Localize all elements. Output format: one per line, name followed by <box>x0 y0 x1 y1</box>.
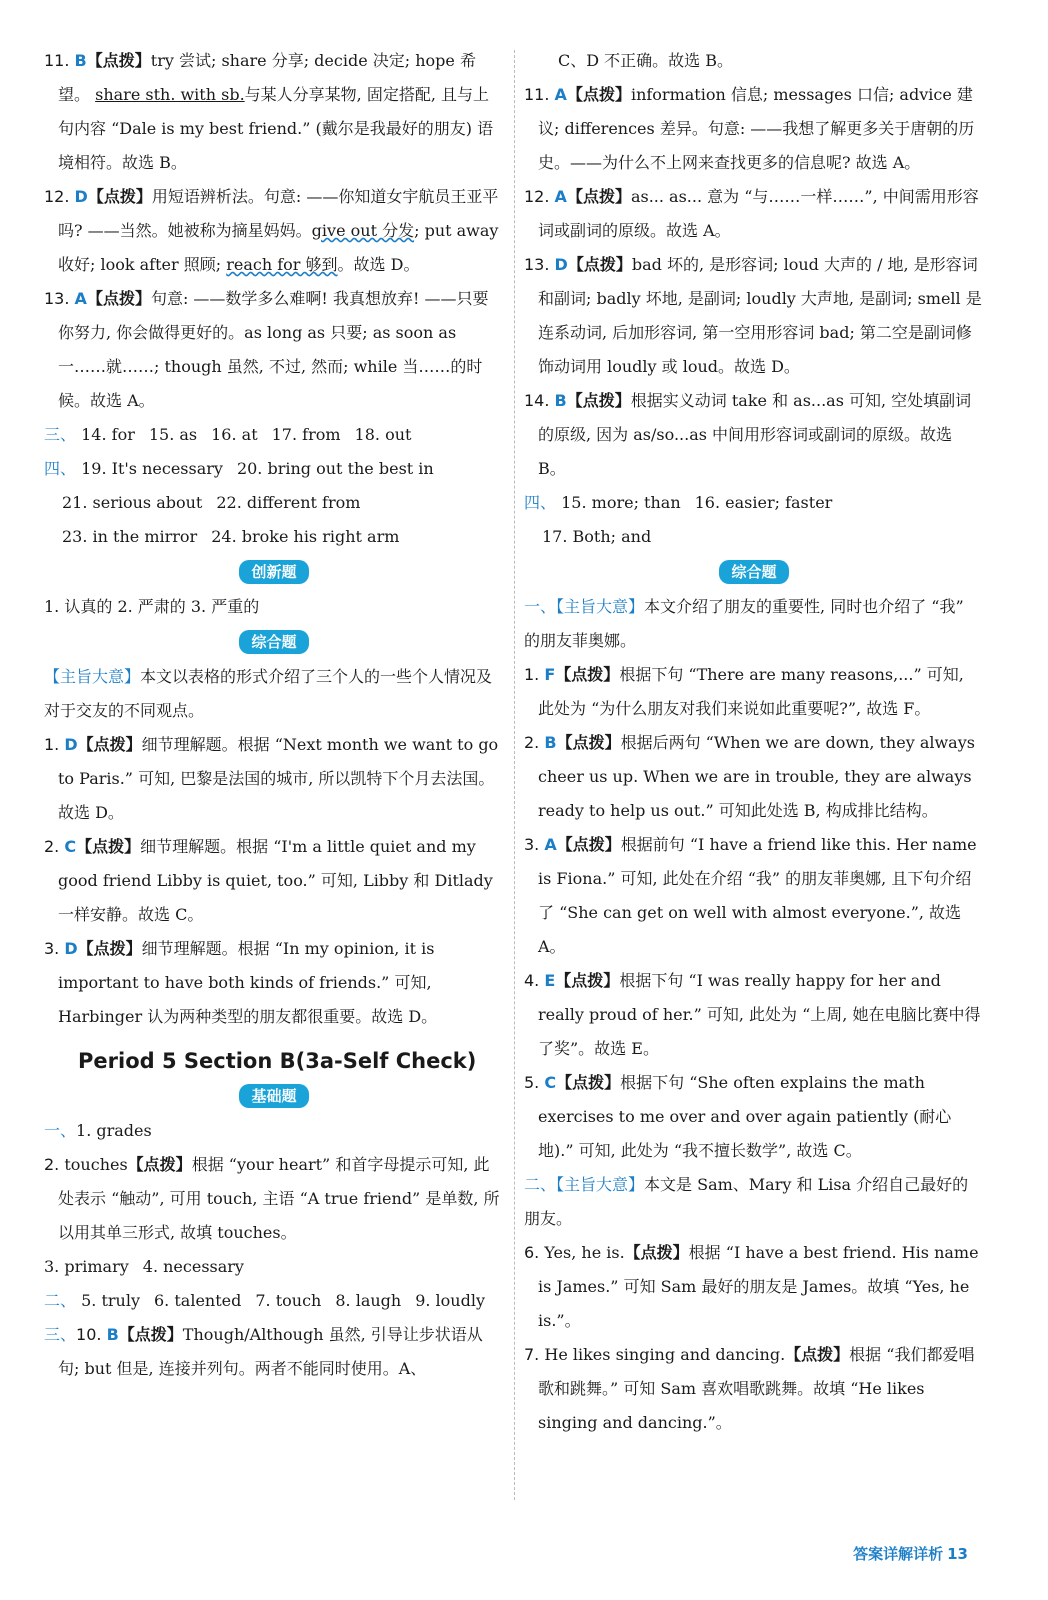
answer-item <box>44 180 504 282</box>
hint-tag: 【点拨】 <box>556 1073 621 1092</box>
answer-letter: B <box>554 391 567 410</box>
item-text: 根据实义动词 take 和 as...as 可知, 空处填副词的原级, 因为 as/so...as 中间用形容词或副词的原级。故选 B。 <box>538 391 972 478</box>
item-text: as... as... 意为 “与……一样……”, 中间需用形容词或副词的原级。故选 A。 <box>538 187 979 240</box>
fill-answer: 6. talented <box>154 1291 242 1310</box>
section-marker: 四、 <box>44 459 77 478</box>
item-text: ; put away 收好; look after 照顾; <box>58 221 499 274</box>
answer-word: touches <box>64 1155 128 1174</box>
fill-answer: 14. for <box>81 425 135 444</box>
answer-letter: D <box>74 187 88 206</box>
fill-answer: 9. loudly <box>415 1291 486 1310</box>
answer-letter: A <box>554 85 567 104</box>
fill-answer: 16. easier; faster <box>694 493 833 512</box>
main-idea <box>44 660 504 728</box>
item-text: 根据下句 “She often explains the math exercises to me over and over again patiently (耐心地).” 可知, 此处为 “我不擅长数学”, 故选 C。 <box>538 1073 952 1160</box>
answer-item <box>44 1148 504 1250</box>
item-number: 13. <box>524 255 550 274</box>
hint-tag: 【点拨】 <box>86 51 151 70</box>
answer-item <box>524 964 984 1066</box>
fill-answer: 19. It's necessary <box>81 459 223 478</box>
answer-item <box>524 180 984 248</box>
hint-tag: 【点拨】 <box>556 733 621 752</box>
fill-answer: 15. more; than <box>561 493 681 512</box>
item-number: 11. <box>524 85 550 104</box>
column-divider <box>514 50 515 1500</box>
item-number: 14. <box>524 391 550 410</box>
section-badge: 创新题 <box>239 560 308 584</box>
underlined-phrase: share sth. with sb. <box>95 85 245 104</box>
item-number: 2. <box>44 837 60 856</box>
fill-answer: 7. touch <box>255 1291 322 1310</box>
main-idea-tag: 【主旨大意】 <box>556 597 645 616</box>
answer-item <box>44 932 504 1034</box>
item-number: 2. <box>524 733 540 752</box>
item-text: try 尝试; share 分享; decide 决定; hope 希望。 <box>58 51 476 104</box>
answer-item <box>524 78 984 180</box>
answer-item <box>44 830 504 932</box>
main-idea-text: 本文介绍了朋友的重要性, 同时也介绍了 “我” 的朋友菲奥娜。 <box>524 597 964 650</box>
item-number: 1. <box>524 665 540 684</box>
answer-item <box>44 44 504 180</box>
item-text: 细节理解题。根据 “I'm a little quiet and my good friend Libby is quiet, too.” 可知, Libby 和 Ditlady 一样安静。故选 C。 <box>58 837 493 924</box>
underlined-phrase: give out 分发 <box>311 221 415 240</box>
answer-letter: B <box>74 51 87 70</box>
basic-answers-5-9 <box>44 1284 504 1318</box>
fill-answer: 17. Both; and <box>542 527 652 546</box>
item-number: 3. <box>524 835 540 854</box>
hint-tag: 【点拨】 <box>127 1155 192 1174</box>
hint-tag: 【点拨】 <box>566 391 631 410</box>
answer-letter: F <box>544 665 556 684</box>
section-marker: 二、 <box>524 1175 557 1194</box>
item-text: 细节理解题。根据 “Next month we want to go to Paris.” 可知, 巴黎是法国的城市, 所以凯特下个月去法国。故选 D。 <box>58 735 499 822</box>
fill-answer: 1. grades <box>76 1121 152 1140</box>
footer-label: 答案详解详析 <box>853 1545 944 1563</box>
continued-text: C、D 不正确。故选 B。 <box>558 51 734 70</box>
item-number: 10. <box>76 1325 102 1344</box>
section-marker: 三、 <box>44 425 77 444</box>
hint-tag: 【点拨】 <box>624 1243 689 1262</box>
answer-item <box>524 248 984 384</box>
item-number: 13. <box>44 289 70 308</box>
hint-tag: 【点拨】 <box>566 187 631 206</box>
item-text: 根据后两句 “When we are down, they always cheer us up. When we are in trouble, they are always ready to help us out.” 可知此处选 B, 构成排比结构。 <box>538 733 975 820</box>
answer-letter: E <box>544 971 556 990</box>
right-column <box>524 44 984 1440</box>
fill-answer: 15. as <box>148 425 198 444</box>
hint-tag: 【点拨】 <box>77 735 142 754</box>
section-badge: 综合题 <box>239 630 308 654</box>
item-text: 根据下句 “I was really happy for her and really proud of her.” 可知, 此处为 “上周, 她在电脑比赛中得了奖”。故选 E。 <box>538 971 981 1058</box>
basic-answer-1 <box>44 1114 504 1148</box>
fill-answer: 23. in the mirror <box>62 527 198 546</box>
item-text: 根据下句 “There are many reasons,...” 可知, 此处为 “为什么朋友对我们来说如此重要呢?”, 故选 F。 <box>538 665 964 718</box>
item-text: 与某人分享某物, 固定搭配, 且与上句内容 “Dale is my best friend.” (戴尔是我最好的朋友) 语境相符。故选 B。 <box>58 85 494 172</box>
answer-item <box>44 282 504 418</box>
fill-answers-3 <box>44 418 504 452</box>
answer-letter: A <box>554 187 567 206</box>
answer-sentence: Yes, he is. <box>544 1243 625 1262</box>
answer-sentence: He likes singing and dancing. <box>544 1345 786 1364</box>
main-idea-text: 本文是 Sam、Mary 和 Lisa 介绍自己最好的朋友。 <box>524 1175 969 1228</box>
item-text: 根据前句 “I have a friend like this. Her name is Fiona.” 可知, 此处在介绍 “我” 的朋友菲奥娜, 且下句介绍了 “She can get on well with almost everyone.”, 故选 A。 <box>538 835 977 956</box>
answer-item <box>524 828 984 964</box>
hint-tag: 【点拨】 <box>86 289 151 308</box>
fill-answer: 22. different from <box>216 493 361 512</box>
hint-tag: 【点拨】 <box>87 187 152 206</box>
main-idea-text: 本文以表格的形式介绍了三个人的一些个人情况及对于交友的不同观点。 <box>44 667 493 720</box>
item-text: 。故选 D。 <box>337 255 420 274</box>
hint-tag: 【点拨】 <box>566 85 631 104</box>
item-text: information 信息; messages 口信; advice 建议; differences 差异。句意: ——我想了解更多关于唐朝的历史。——为什么不上网来查找更多的信息呢? 故选 A。 <box>538 85 975 172</box>
fill-answer: 8. laugh <box>335 1291 402 1310</box>
section-marker: 三、 <box>44 1325 77 1344</box>
fill-answer: 5. truly <box>81 1291 140 1310</box>
answer-item <box>524 1236 984 1338</box>
answer-letter: D <box>554 255 568 274</box>
answer-letter: C <box>544 1073 557 1092</box>
answer-letter: B <box>106 1325 119 1344</box>
left-column <box>44 44 504 1386</box>
section-marker: 四、 <box>524 493 557 512</box>
page-footer <box>853 1543 968 1564</box>
answer-letter: A <box>544 835 557 854</box>
item-number: 5. <box>524 1073 540 1092</box>
item-number: 6. <box>524 1243 540 1262</box>
answer-item <box>524 726 984 828</box>
section-marker: 一、 <box>524 597 557 616</box>
main-idea <box>524 1168 984 1236</box>
period-heading: Period 5 Section B(3a-Self Check) <box>78 1049 477 1073</box>
item-number: 3. <box>44 939 60 958</box>
item-text: 用短语辨析法。句意: ——你知道女宇航员王亚平吗? ——当然。她被称为摘星妈妈。 <box>58 187 499 240</box>
item-number: 12. <box>524 187 550 206</box>
hint-tag: 【点拨】 <box>567 255 632 274</box>
hint-tag: 【点拨】 <box>118 1325 183 1344</box>
fill-answer: 21. serious about <box>62 493 203 512</box>
item-text: 根据 “your heart” 和首字母提示可知, 此处表示 “触动”, 可用 touch, 主语 “A true friend” 是单数, 所以用其单三形式, 故填 touches。 <box>58 1155 500 1242</box>
answer-item <box>524 658 984 726</box>
answer-item <box>524 1066 984 1168</box>
item-number: 12. <box>44 187 70 206</box>
answer-item <box>524 1338 984 1440</box>
fill-answers-4 <box>44 452 504 554</box>
section-marker: 一、 <box>44 1121 77 1140</box>
item-number: 1. <box>44 735 60 754</box>
fill-answer: 24. broke his right arm <box>211 527 400 546</box>
item-number: 7. <box>524 1345 540 1364</box>
hint-tag: 【点拨】 <box>785 1345 850 1364</box>
hint-tag: 【点拨】 <box>556 835 621 854</box>
item-text: 细节理解题。根据 “In my opinion, it is important to have both kinds of friends.” 可知, Harbinger 认为两种类型的朋友都很重要。故选 D。 <box>58 939 438 1026</box>
fill-answer: 16. at <box>211 425 258 444</box>
answer-item <box>44 728 504 830</box>
item-number: 4. <box>524 971 540 990</box>
underlined-phrase: reach for 够到 <box>226 255 338 274</box>
answer-letter: D <box>64 939 78 958</box>
main-idea <box>524 590 984 658</box>
page-number: 13 <box>947 1545 968 1563</box>
fill-answer: 18. out <box>354 425 412 444</box>
item-number: 2. <box>44 1155 60 1174</box>
item-number: 11. <box>44 51 70 70</box>
fill-answer: 3. primary <box>44 1257 129 1276</box>
section-badge: 综合题 <box>719 560 788 584</box>
answer-item <box>44 1318 504 1386</box>
fill-answers-4 <box>524 486 984 554</box>
answer-letter: C <box>64 837 77 856</box>
answer-letter: B <box>544 733 557 752</box>
item-text: Though/Although 虽然, 引导让步状语从句; but 但是, 连接并列句。两者不能同时使用。A、 <box>58 1325 483 1378</box>
basic-answers-3-4 <box>44 1250 504 1284</box>
answer-letter: A <box>74 289 87 308</box>
hint-tag: 【点拨】 <box>555 971 620 990</box>
answer-letter: D <box>64 735 78 754</box>
item-text: 根据 “我们都爱唱歌和跳舞。” 可知 Sam 喜欢唱歌跳舞。故填 “He likes singing and dancing.”。 <box>538 1345 975 1432</box>
main-idea-tag: 【主旨大意】 <box>44 667 141 686</box>
item-text: 句意: ——数学多么难啊! 我真想放弃! ——只要你努力, 你会做得更好的。as long as 只要; as soon as 一……就……; though 虽然, 不过, 然而; while 当……的时候。故选 A。 <box>58 289 489 410</box>
main-idea-tag: 【主旨大意】 <box>556 1175 645 1194</box>
hint-tag: 【点拨】 <box>76 837 141 856</box>
hint-tag: 【点拨】 <box>77 939 142 958</box>
item-text: 根据 “I have a best friend. His name is James.” 可知 Sam 最好的朋友是 James。故填 “Yes, he is.”。 <box>538 1243 979 1330</box>
fill-answer: 20. bring out the best in <box>236 459 434 478</box>
item-text: bad 坏的, 是形容词; loud 大声的 / 地, 是形容词和副词; badly 坏地, 是副词; loudly 大声地, 是副词; smell 是连系动词, 后加形容词, 第一空用形容词 bad; 第二空是副词修饰动词用 loudly 或 loud。故选 D。 <box>538 255 982 376</box>
section-marker: 二、 <box>44 1291 77 1310</box>
section-badge: 基础题 <box>239 1084 308 1108</box>
answer-item <box>524 384 984 486</box>
hint-tag: 【点拨】 <box>555 665 620 684</box>
fill-answer: 17. from <box>271 425 341 444</box>
innovation-answers: 1. 认真的 2. 严肃的 3. 严重的 <box>44 597 260 616</box>
fill-answer: 4. necessary <box>142 1257 244 1276</box>
